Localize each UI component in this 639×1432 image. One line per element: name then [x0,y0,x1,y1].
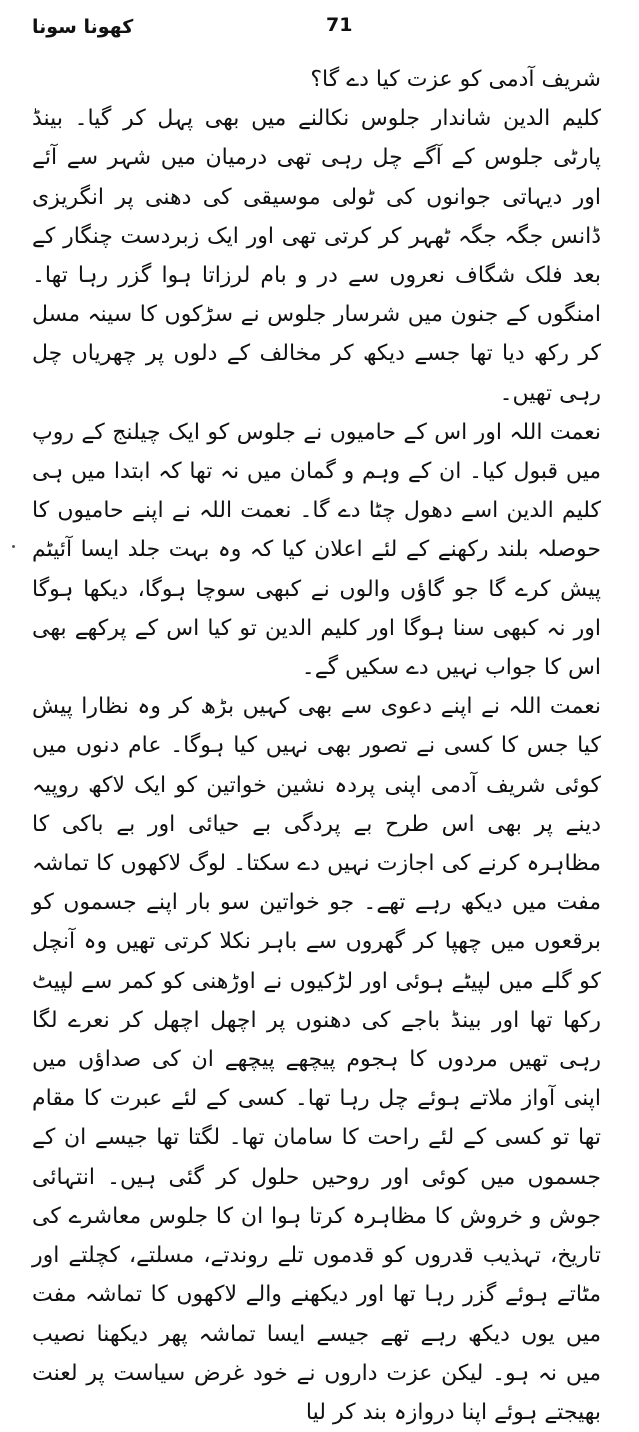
paragraph-spectacle: نعمت اللہ نے اپنے دعوی سے بھی کہیں بڑھ کر وہ نظارا پیش کیا جس کا کسی نے تصور بھی نہیں کیا ہوگا۔ عام دنوں میں کوئی شریف آدمی اپنی پردہ نشین خواتین کو ایک لاکھ روپیہ دینے پر بھی اس طرح بے پردگی بے حیائی اور بے باکی کا مظاہرہ کرنے کی اجازت نہیں دے سکتا۔ لوگ لاکھوں کا تماشہ مفت میں دیکھ رہے تھے۔ جو خواتین سو بار اپنے جسموں کو برقعوں میں چھپا کر گھروں سے باہر نکلا کرتی تھیں وہ آنچل کو گلے میں لپیٹے ہوئی اور لڑکیوں نے اوڑھنی کو کمر سے لپیٹ رکھا تھا اور بینڈ باجے کی دھنوں پر اچھل اچھل کر نعرے لگا رہی تھیں مردوں کا ہجوم پیچھے پیچھے ان کی صداؤں میں اپنی آواز ملاتے ہوئے چل رہا تھا۔ کسی کے لئے عبرت کا مقام تھا تو کسی کے لئے راحت کا سامان تھا۔ لگتا تھا جیسے ان کے جسموں میں کوئی اور روحیں حلول کر گئی ہیں۔ انتہائی جوش و خروش کا مظاہرہ کرتا ہوا ان کا جلوس معاشرے کی تاریخ، تہذیب قدروں کو قدموں تلے روندتے، مسلتے، کچلتے اور مٹاتے ہوئے گزر رہا تھا اور دیکھنے والے لاکھوں کا تماشہ مفت میں یوں دیکھ رہے تھے جیسے ایسا تماشہ پھر دیکھنا نصیب میں نہ ہو۔ لیکن عزت داروں نے خود غرض سیاست پر لعنت بھیجتے ہوئے اپنا دروازہ بند کر لیا [32,694,601,1425]
paragraph-procession: کلیم الدین شاندار جلوس نکالنے میں بھی پہل کر گیا۔ بینڈ پارٹی جلوس کے آگے چل رہی تھی درمیان میں شہر سے آئے اور دیہاتی جوانوں کی ٹولی موسیقی کی دھنی پر انگریزی ڈانس جگہ جگہ ٹھہر کر کرتی تھی اور ایک زبردست چنگار کے بعد فلک شگاف نعروں سے در و بام لرزاتا ہوا گزر رہا تھا۔ امنگوں کے جنون میں شرسار جلوس نے سڑکوں کا سینہ مسل کر رکھ دیا تھا جسے دیکھ کر مخالف کے دلوں پر چھریاں چل رہی تھیں۔ [32,106,601,406]
running-title: کھونا سونا [32,16,134,38]
paragraph-question: شریف آدمی کو عزت کیا دے گا؟ [310,67,601,92]
page-number: 71 [326,14,353,36]
scan-speck [12,545,15,548]
page-body [32,60,601,1432]
paragraph-challenge: نعمت اللہ اور اس کے حامیوں نے جلوس کو ایک چیلنج کے روپ میں قبول کیا۔ ان کے وہم و گمان میں نہ تھا کہ ابتدا میں ہی کلیم الدین اسے دھول چٹا دے گا۔ نعمت اللہ نے اپنے حامیوں کا حوصلہ بلند رکھنے کے لئے اعلان کیا کہ وہ بہت جلد ایسا آئیٹم پیش کرے گا جو گاؤں والوں نے کبھی سوچا ہوگا، دیکھا ہوگا اور نہ کبھی سنا ہوگا اور کلیم الدین تو کیا اس کے پرکھے بھی اس کا جواب نہیں دے سکیں گے۔ [32,419,601,681]
page-header [32,14,601,58]
